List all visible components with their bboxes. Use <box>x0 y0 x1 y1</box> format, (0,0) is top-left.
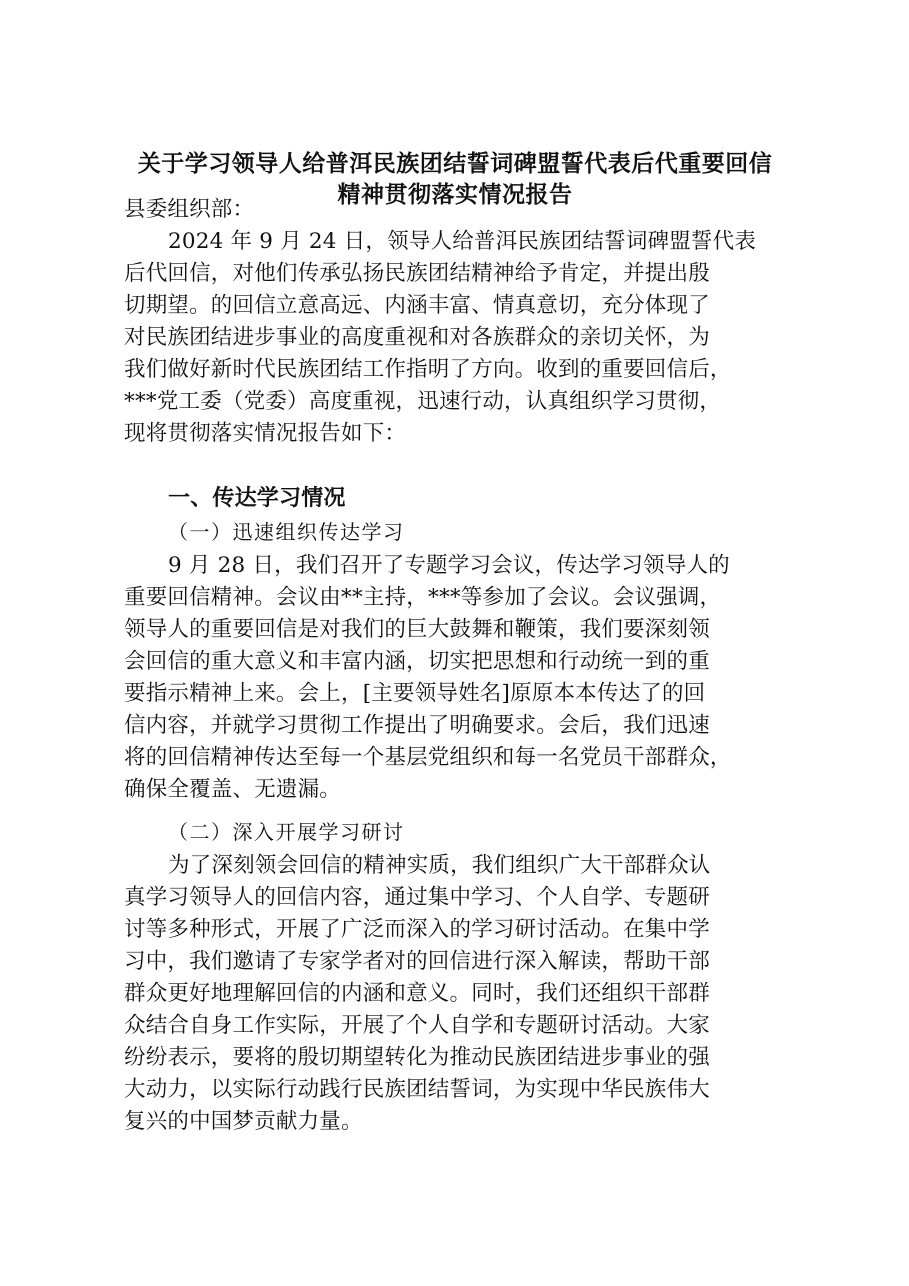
paragraph-line: 为了深刻领会回信的精神实质，我们组织广大干部群众认 <box>168 853 711 878</box>
subsection-heading: （一）迅速组织传达学习 <box>168 520 405 544</box>
paragraph-line: 我们做好新时代民族团结工作指明了方向。收到的重要回信后， <box>124 357 732 382</box>
paragraph-line: 将的回信精神传达至每一个基层党组织和每一名党员干部群众， <box>124 745 732 770</box>
paragraph-line: 习中，我们邀请了专家学者对的回信进行深入解读，帮助干部 <box>124 949 710 974</box>
paragraph-line: 会回信的重大意义和丰富内涵，切实把思想和行动统一到的重 <box>124 649 710 674</box>
paragraph-line: 大动力，以实际行动践行民族团结誓词，为实现中华民族伟大 <box>124 1077 710 1102</box>
paragraph-line: 确保全覆盖、无遗漏。 <box>124 777 342 802</box>
paragraph-line: 2024 年 9 月 24 日，领导人给普洱民族团结誓词碑盟誓代表 <box>168 229 757 254</box>
paragraph-line: 纷纷表示，要将的殷切期望转化为推动民族团结进步事业的强 <box>124 1045 710 1070</box>
paragraph-line: 重要回信精神。会议由**主持，***等参加了会议。会议强调， <box>124 585 722 610</box>
paragraph-line: 讨等多种形式，开展了广泛而深入的学习研讨活动。在集中学 <box>124 917 710 942</box>
paragraph-line: 领导人的重要回信是对我们的巨大鼓舞和鞭策，我们要深刻领 <box>124 617 710 642</box>
paragraph-line: 真学习领导人的回信内容，通过集中学习、个人自学、专题研 <box>124 885 710 910</box>
section-heading: 一、传达学习情况 <box>168 485 346 511</box>
paragraph-line: 众结合自身工作实际，开展了个人自学和专题研讨活动。大家 <box>124 1013 710 1038</box>
paragraph-line: 复兴的中国梦贡献力量。 <box>124 1109 363 1134</box>
paragraph-line: 信内容，并就学习贯彻工作提出了明确要求。会后，我们迅速 <box>124 713 710 738</box>
paragraph-line: 对民族团结进步事业的高度重视和对各族群众的亲切关怀，为 <box>124 325 710 350</box>
paragraph-line: 群众更好地理解回信的内涵和意义。同时，我们还组织干部群 <box>124 981 710 1006</box>
paragraph-line: 9 月 28 日，我们召开了专题学习会议，传达学习领导人的 <box>168 553 730 578</box>
addressee: 县委组织部： <box>124 197 255 222</box>
paragraph-line: ***党工委（党委）高度重视，迅速行动，认真组织学习贯彻， <box>124 389 722 414</box>
document-title-line-1: 关于学习领导人给普洱民族团结誓词碑盟誓代表后代重要回信 <box>137 150 773 177</box>
paragraph-line: 切期望。的回信立意高远、内涵丰富、情真意切，充分体现了 <box>124 293 710 318</box>
paragraph-line: 现将贯彻落实情况报告如下： <box>124 421 407 446</box>
paragraph-line: 后代回信，对他们传承弘扬民族团结精神给予肯定，并提出殷 <box>124 261 710 286</box>
subsection-heading: （二）深入开展学习研讨 <box>168 820 405 844</box>
document-title-line-2: 精神贯彻落实情况报告 <box>337 181 573 208</box>
paragraph-line: 要指示精神上来。会上，[主要领导姓名]原原本本传达了的回 <box>124 681 706 706</box>
